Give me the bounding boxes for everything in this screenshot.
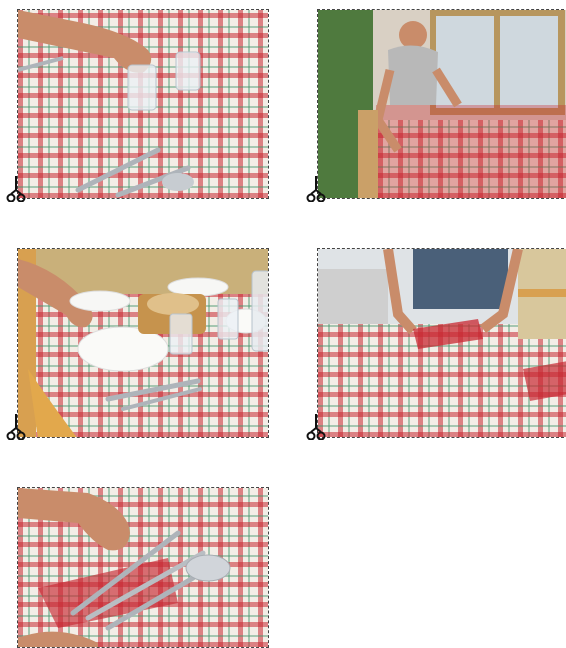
step-2-photo-frame <box>317 9 566 199</box>
plate <box>70 291 130 311</box>
step-5-photo <box>18 488 268 647</box>
napkin <box>38 558 178 628</box>
shelf <box>318 269 388 324</box>
glass <box>170 314 192 354</box>
glass <box>128 65 156 110</box>
step-1-photo-frame <box>17 9 269 199</box>
step-5-photo-frame <box>17 487 269 648</box>
step-4-illustration <box>318 249 566 438</box>
step-4-photo <box>318 249 566 437</box>
step-5-illustration <box>18 488 269 648</box>
scissors-icon <box>306 414 326 440</box>
step-3-photo-frame <box>17 248 269 438</box>
napkin <box>523 361 566 401</box>
scissors-icon <box>306 176 326 202</box>
person <box>388 45 438 105</box>
glass <box>218 299 238 339</box>
step-2-illustration <box>318 10 566 199</box>
step-3-photo <box>18 249 268 437</box>
hand <box>18 632 98 648</box>
step-2-photo <box>318 10 566 198</box>
glass <box>176 52 200 90</box>
person <box>413 249 508 309</box>
tablecloth <box>376 105 566 199</box>
scissors-icon <box>6 414 26 440</box>
fork <box>18 58 63 70</box>
spoon <box>186 555 230 581</box>
step-3-illustration <box>18 249 269 438</box>
scissors-icon <box>6 176 26 202</box>
step-1-photo <box>18 10 268 198</box>
fork <box>108 381 198 399</box>
step-4-photo-frame <box>317 248 566 438</box>
chair <box>518 289 566 297</box>
step-1-illustration <box>18 10 269 199</box>
spoon <box>162 173 194 191</box>
carafe <box>252 271 269 351</box>
hand <box>18 488 130 550</box>
